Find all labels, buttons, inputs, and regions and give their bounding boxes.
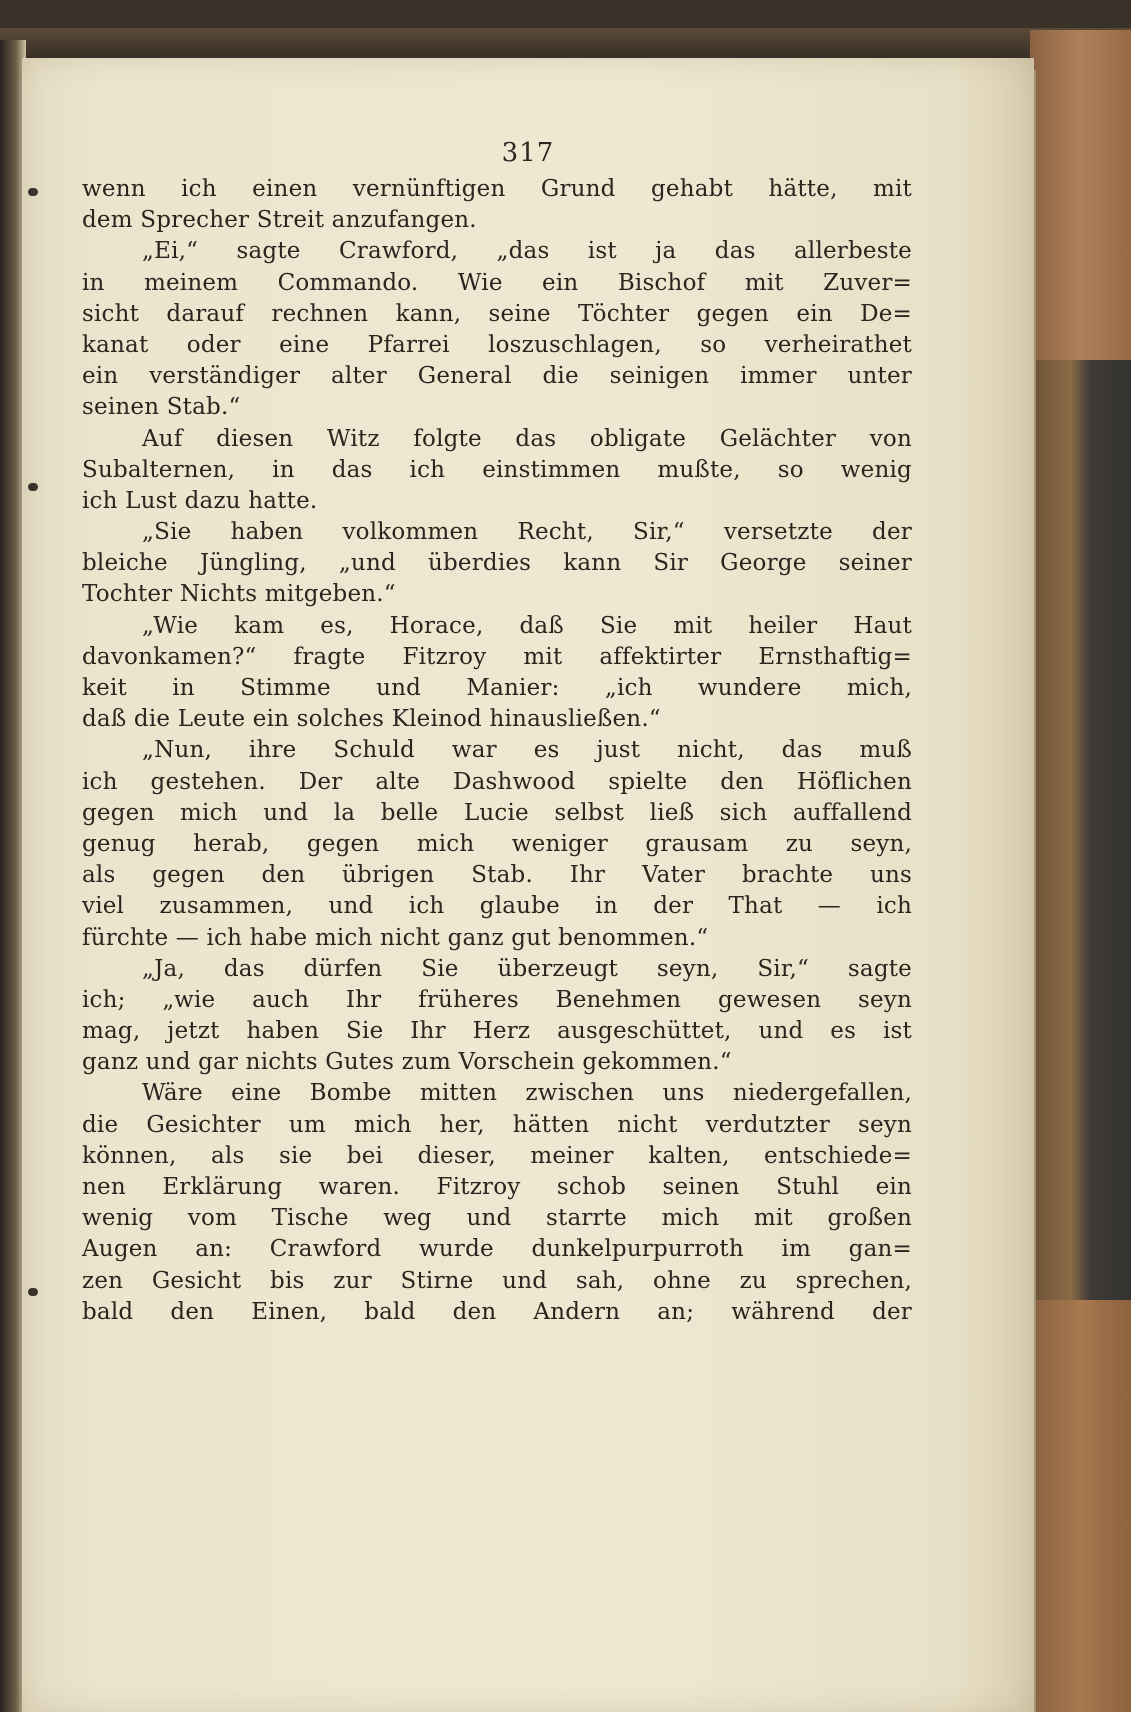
text-line: „Ei,“ sagte Crawford, „das ist ja das allerbeste [142,238,912,265]
text-line: können, als sie bei dieser, meiner kalten, entschiede= [82,1142,912,1169]
text-line: daß die Leute ein solches Kleinod hinausließen.“ [82,706,661,733]
text-line: Augen an: Crawford wurde dunkelpurpurroth im gan= [82,1236,912,1263]
text-line: keit in Stimme und Manier: „ich wundere mich, [82,675,912,701]
margin-mark [28,1288,38,1296]
leather-corner-top [1030,30,1131,360]
text-line: Wäre eine Bombe mitten zwischen uns niedergefallen, [142,1080,912,1107]
text-line: nen Erklärung waren. Fitzroy schob seinen Stuhl ein [82,1174,912,1200]
text-line: „Sie haben volkommen Recht, Sir,“ versetzte der [142,519,912,546]
text-line: „Nun, ihre Schuld war es just nicht, das muß [142,737,912,764]
text-line: Subalternen, in das ich einstimmen mußte, so wenig [82,456,912,483]
text-line: als gegen den übrigen Stab. Ihr Vater brachte uns [82,862,912,889]
text-line: dem Sprecher Streit anzufangen. [82,207,477,234]
text-line: Tochter Nichts mitgeben.“ [82,581,396,608]
text-line: bald den Einen, bald den Andern an; während der [82,1298,912,1325]
text-line: „Wie kam es, Horace, daß Sie mit heiler Haut [142,612,912,639]
margin-mark [28,483,38,491]
text-line: die Gesichter um mich her, hätten nicht verdutzter seyn [82,1111,912,1138]
text-line: wenig vom Tische weg und starrte mich mit großen [82,1205,912,1232]
text-line: in meinem Commando. Wie ein Bischof mit Zuver= [82,269,912,296]
page-number: 317 [501,138,555,168]
text-line: davonkamen?“ fragte Fitzroy mit affektirter Ernsthaftig= [82,643,912,670]
text-line: mag, jetzt haben Sie Ihr Herz ausgeschüttet, und es ist [82,1018,912,1045]
text-line: ich; „wie auch Ihr früheres Benehmen gewesen seyn [82,986,912,1013]
text-line: zen Gesicht bis zur Stirne und sah, ohne zu sprechen, [82,1267,912,1294]
text-line: ganz und gar nichts Gutes zum Vorschein gekommen.“ [82,1049,732,1076]
text-line: seinen Stab.“ [82,394,241,421]
text-line: genug herab, gegen mich weniger grausam zu seyn, [82,830,912,857]
text-line: „Ja, das dürfen Sie überzeugt seyn, Sir,“ sagte [142,955,912,982]
text-line: kanat oder eine Pfarrei loszuschlagen, so verheirathet [82,331,912,358]
text-line: bleiche Jüngling, „und überdies kann Sir George seiner [82,550,912,577]
text-line: Auf diesen Witz folgte das obligate Gelächter von [142,425,912,452]
book-page [22,58,1034,1712]
text-line: ich gestehen. Der alte Dashwood spielte den Höflichen [82,768,912,795]
text-line: sicht darauf rechnen kann, seine Töchter gegen ein De= [82,300,912,327]
text-line: gegen mich und la belle Lucie selbst ließ sich auffallend [82,799,912,826]
text-line: wenn ich einen vernünftigen Grund gehabt hätte, mit [82,176,912,202]
page-text [82,174,912,1328]
text-line: ein verständiger alter General die seinigen immer unter [82,363,912,390]
margin-mark [28,188,38,196]
text-line: ich Lust dazu hatte. [82,487,318,514]
text-line: fürchte — ich habe mich nicht ganz gut benommen.“ [82,924,709,951]
text-line: viel zusammen, und ich glaube in der That — ich [82,893,912,920]
leather-corner-bottom [1030,1300,1131,1712]
